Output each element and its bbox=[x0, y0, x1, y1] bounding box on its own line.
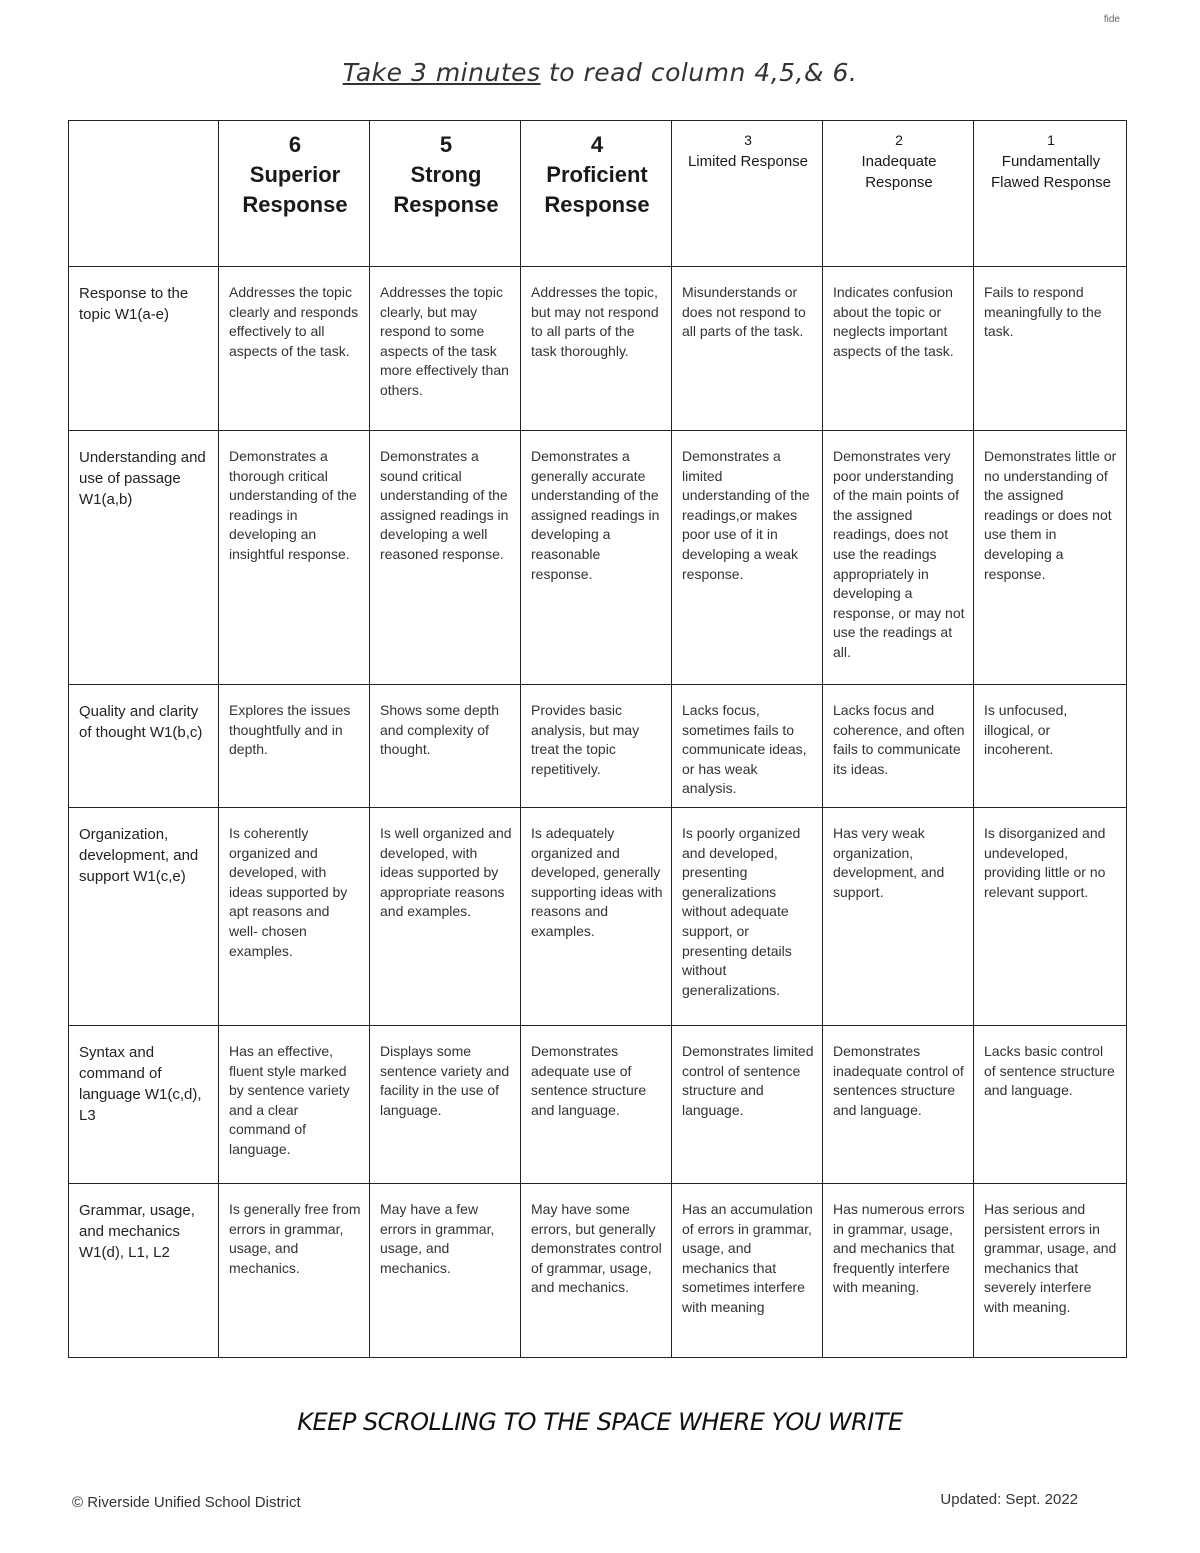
descriptor-cell: Lacks basic control of sentence structure and language. bbox=[974, 1025, 1127, 1183]
descriptor-cell: May have some errors, but generally demonstrates control of grammar, usage, and mechanics. bbox=[521, 1183, 672, 1357]
score-number: 5 bbox=[439, 132, 453, 157]
descriptor-cell: Demonstrates a sound critical understanding of the assigned readings in developing a well reasoned response. bbox=[370, 431, 521, 685]
descriptor-cell: Has an effective, fluent style marked by sentence variety and a clear command of language. bbox=[219, 1025, 370, 1183]
score-number: 3 bbox=[744, 132, 752, 148]
descriptor-cell: Is well organized and developed, with ideas supported by appropriate reasons and examples. bbox=[370, 807, 521, 1025]
descriptor-cell: Is poorly organized and developed, presenting generalizations without adequate support, or presenting details without generalizations. bbox=[672, 807, 823, 1025]
descriptor-cell: Displays some sentence variety and facility in the use of language. bbox=[370, 1025, 521, 1183]
rubric-row-grammar bbox=[69, 1183, 1127, 1357]
scroll-instruction-banner: KEEP SCROLLING TO THE SPACE WHERE YOU WRITE bbox=[297, 1408, 903, 1436]
rubric-row-organization bbox=[69, 807, 1127, 1025]
descriptor-cell: Demonstrates a limited understanding of the readings,or makes poor use of it in developing a weak response. bbox=[672, 431, 823, 685]
score-number: 4 bbox=[590, 132, 604, 157]
header-score-5 bbox=[370, 121, 521, 267]
descriptor-cell: Is coherently organized and developed, with ideas supported by apt reasons and well- chosen examples. bbox=[219, 807, 370, 1025]
descriptor-cell: Has very weak organization, development, and support. bbox=[823, 807, 974, 1025]
updated-date: Updated: Sept. 2022 bbox=[940, 1491, 1078, 1508]
criterion-label: Grammar, usage, and mechanics W1(d), L1, L2 bbox=[69, 1183, 219, 1357]
score-title: Fundamentally Flawed Response bbox=[990, 152, 1112, 192]
header-score-2 bbox=[823, 121, 974, 267]
score-title: Inadequate Response bbox=[861, 152, 937, 192]
descriptor-cell: Is disorganized and undeveloped, providing little or no relevant support. bbox=[974, 807, 1127, 1025]
header-blank-cell bbox=[69, 121, 219, 267]
copyright-notice: © Riverside Unified School District bbox=[72, 1494, 301, 1511]
score-number: 1 bbox=[1047, 132, 1055, 148]
rubric-row-syntax bbox=[69, 1025, 1127, 1183]
descriptor-cell: Is generally free from errors in grammar, usage, and mechanics. bbox=[219, 1183, 370, 1357]
criterion-label: Quality and clarity of thought W1(b,c) bbox=[69, 685, 219, 808]
descriptor-cell: Demonstrates inadequate control of sentences structure and language. bbox=[823, 1025, 974, 1183]
descriptor-cell: Demonstrates limited control of sentence structure and language. bbox=[672, 1025, 823, 1183]
criterion-label: Response to the topic W1(a-e) bbox=[69, 267, 219, 431]
rubric-table bbox=[68, 120, 1127, 1358]
header-score-4 bbox=[521, 121, 672, 267]
descriptor-cell: Fails to respond meaningfully to the task. bbox=[974, 267, 1127, 431]
score-number: 6 bbox=[288, 132, 302, 157]
descriptor-cell: Lacks focus, sometimes fails to communicate ideas, or has weak analysis. bbox=[672, 685, 823, 808]
descriptor-cell: Has numerous errors in grammar, usage, and mechanics that frequently interfere with meaning. bbox=[823, 1183, 974, 1357]
corner-mark: fide bbox=[1103, 14, 1120, 25]
descriptor-cell: Is unfocused, illogical, or incoherent. bbox=[974, 685, 1127, 808]
descriptor-cell: Is adequately organized and developed, generally supporting ideas with reasons and examples. bbox=[521, 807, 672, 1025]
descriptor-cell: Demonstrates very poor understanding of the main points of the assigned readings, does not use the readings appropriately in developing a response, or may not use the readings at all. bbox=[823, 431, 974, 685]
descriptor-cell: Demonstrates a generally accurate understanding of the assigned readings in developing a reasonable response. bbox=[521, 431, 672, 685]
rubric-row-topic bbox=[69, 267, 1127, 431]
header-score-3 bbox=[672, 121, 823, 267]
descriptor-cell: Has serious and persistent errors in grammar, usage, and mechanics that severely interfere with meaning. bbox=[974, 1183, 1127, 1357]
rubric-row-passage bbox=[69, 431, 1127, 685]
rubric-row-thought bbox=[69, 685, 1127, 808]
score-title: Superior Response bbox=[242, 161, 348, 218]
descriptor-cell: Shows some depth and complexity of thought. bbox=[370, 685, 521, 808]
criterion-label: Organization, development, and support W1(c,e) bbox=[69, 807, 219, 1025]
criterion-label: Syntax and command of language W1(c,d), L3 bbox=[69, 1025, 219, 1183]
score-title: Limited Response bbox=[687, 152, 809, 170]
header-score-6 bbox=[219, 121, 370, 267]
descriptor-cell: Has an accumulation of errors in grammar, usage, and mechanics that sometimes interfere with meaning bbox=[672, 1183, 823, 1357]
descriptor-cell: Lacks focus and coherence, and often fails to communicate its ideas. bbox=[823, 685, 974, 808]
score-number: 2 bbox=[895, 132, 903, 148]
header-score-1 bbox=[974, 121, 1127, 267]
descriptor-cell: Addresses the topic, but may not respond to all parts of the task thoroughly. bbox=[521, 267, 672, 431]
descriptor-cell: Addresses the topic clearly and responds effectively to all aspects of the task. bbox=[219, 267, 370, 431]
descriptor-cell: Provides basic analysis, but may treat the topic repetitively. bbox=[521, 685, 672, 808]
descriptor-cell: Explores the issues thoughtfully and in depth. bbox=[219, 685, 370, 808]
descriptor-cell: Addresses the topic clearly, but may respond to some aspects of the task more effectively than others. bbox=[370, 267, 521, 431]
descriptor-cell: Misunderstands or does not respond to all parts of the task. bbox=[672, 267, 823, 431]
score-title: Proficient Response bbox=[544, 161, 650, 218]
descriptor-cell: Demonstrates adequate use of sentence structure and language. bbox=[521, 1025, 672, 1183]
descriptor-cell: Indicates confusion about the topic or neglects important aspects of the task. bbox=[823, 267, 974, 431]
instruction-emphasis: Take 3 minutes bbox=[342, 58, 541, 87]
descriptor-cell: Demonstrates little or no understanding of the assigned readings or does not use them in developing a response. bbox=[974, 431, 1127, 685]
criterion-label: Understanding and use of passage W1(a,b) bbox=[69, 431, 219, 685]
descriptor-cell: Demonstrates a thorough critical understanding of the readings in developing an insightful response. bbox=[219, 431, 370, 685]
instruction-rest: to read column 4,5,& 6. bbox=[540, 58, 858, 87]
score-title: Strong Response bbox=[393, 161, 499, 218]
instruction-heading bbox=[0, 58, 1200, 87]
header-row bbox=[69, 121, 1127, 267]
descriptor-cell: May have a few errors in grammar, usage, and mechanics. bbox=[370, 1183, 521, 1357]
